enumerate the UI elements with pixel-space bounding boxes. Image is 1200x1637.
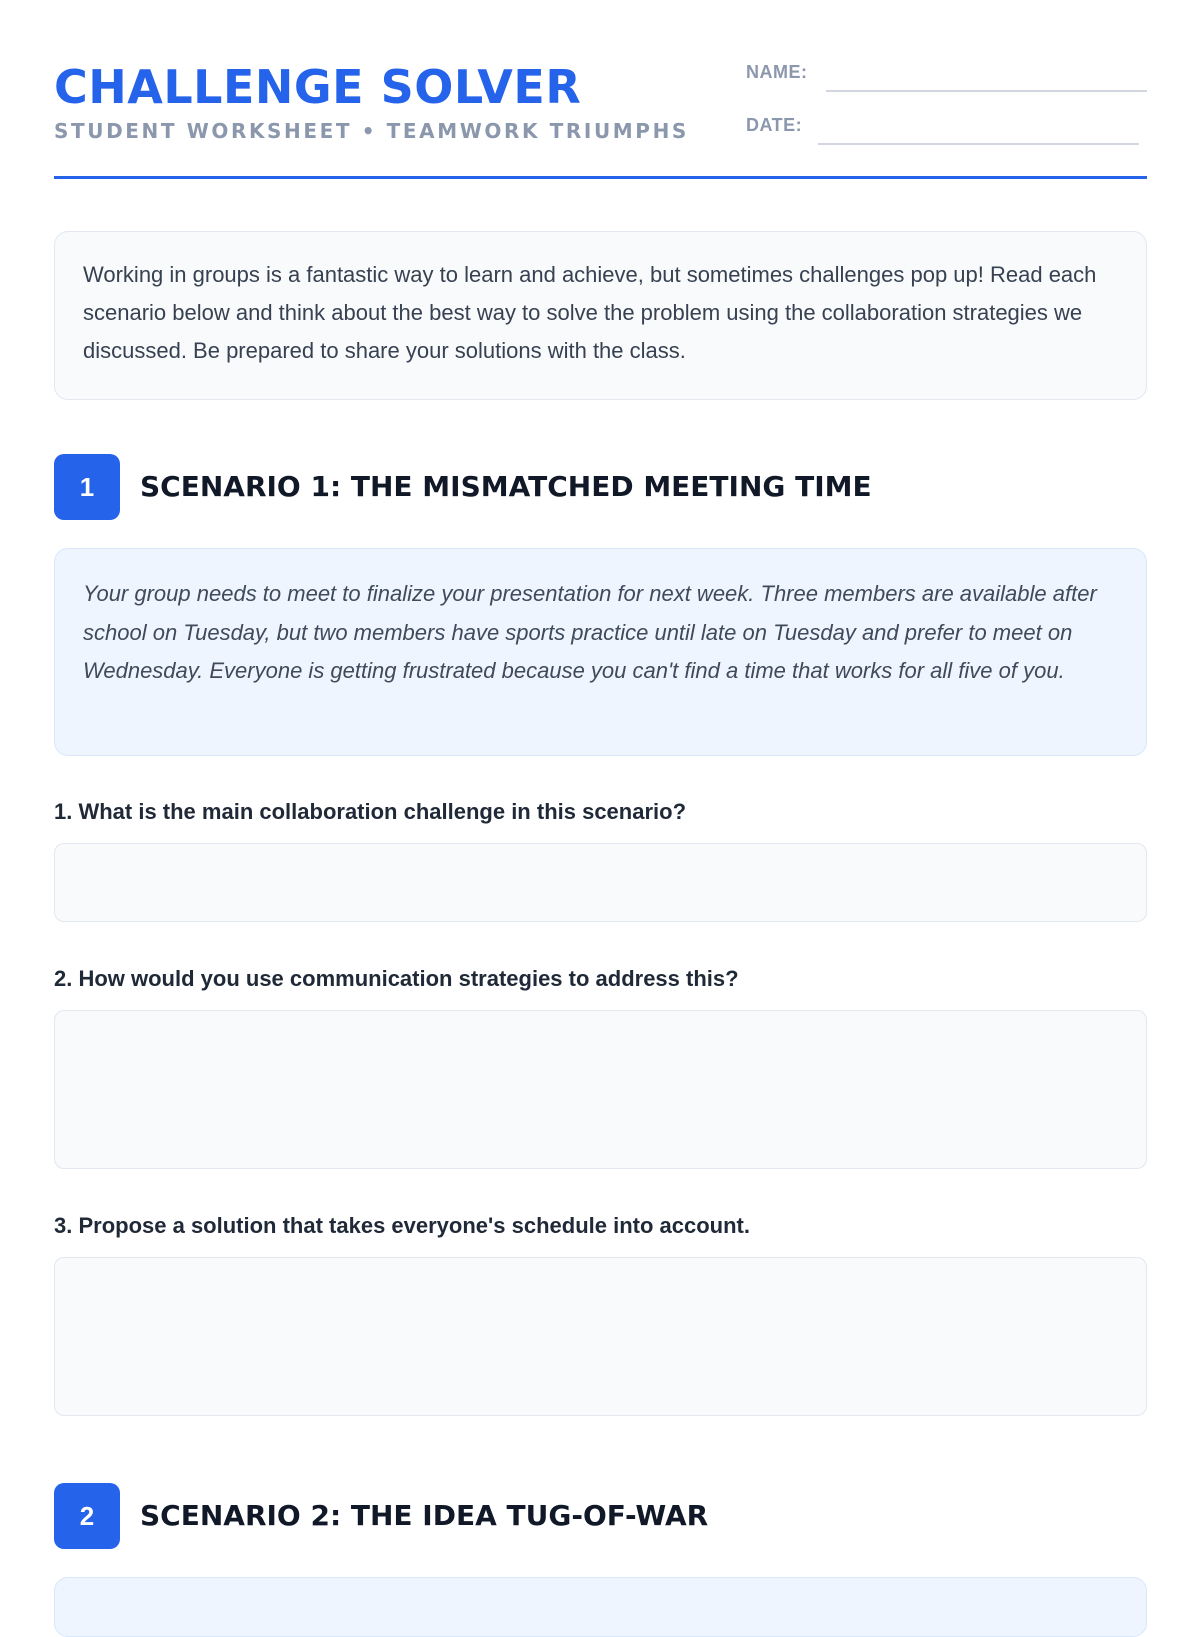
worksheet-page (54, 0, 1147, 1532)
question-1-label: 1. What is the main collaboration challenge in this scenario? (54, 799, 687, 824)
scenario-1-description: Your group needs to meet to finalize your presentation for next week. Three members are available after school on Tuesday, but two members have sports practice until late on Tuesday and prefer to meet on Wednesday. Everyone is getting frustrated because you can't find a time that works for all five of you. (54, 548, 1147, 756)
name-field[interactable] (746, 52, 1147, 92)
date-field[interactable] (746, 105, 1147, 145)
name-line[interactable] (826, 90, 1147, 92)
date-label: DATE: (746, 115, 803, 135)
worksheet-title: CHALLENGE SOLVER (54, 60, 582, 114)
question-1-answer-box[interactable] (54, 843, 1147, 922)
question-3-answer-box[interactable] (54, 1257, 1147, 1416)
scenario-1-title: SCENARIO 1: THE MISMATCHED MEETING TIME (140, 470, 872, 503)
worksheet-subtitle: STUDENT WORKSHEET • TEAMWORK TRIUMPHS (54, 119, 689, 143)
scenario-1-number-badge: 1 (54, 454, 120, 520)
intro-box: Working in groups is a fantastic way to learn and achieve, but sometimes challenges pop up! Read each scenario below and think about the best way to solve the problem using the collaboration strategies we discussed. Be prepared to share your solutions with the class. (54, 231, 1147, 400)
question-2-label: 2. How would you use communication strategies to address this? (54, 966, 739, 991)
name-label: NAME: (746, 62, 808, 82)
scenario-2-description (54, 1577, 1147, 1637)
question-2-answer-box[interactable] (54, 1010, 1147, 1169)
scenario-2-heading (54, 1483, 1147, 1549)
date-line[interactable] (818, 143, 1139, 145)
scenario-1-heading (54, 454, 1147, 520)
worksheet-header (54, 0, 1147, 179)
question-3-label: 3. Propose a solution that takes everyone's schedule into account. (54, 1213, 750, 1238)
scenario-2-number-badge: 2 (54, 1483, 120, 1549)
scenario-2-title: SCENARIO 2: THE IDEA TUG-OF-WAR (140, 1499, 709, 1532)
